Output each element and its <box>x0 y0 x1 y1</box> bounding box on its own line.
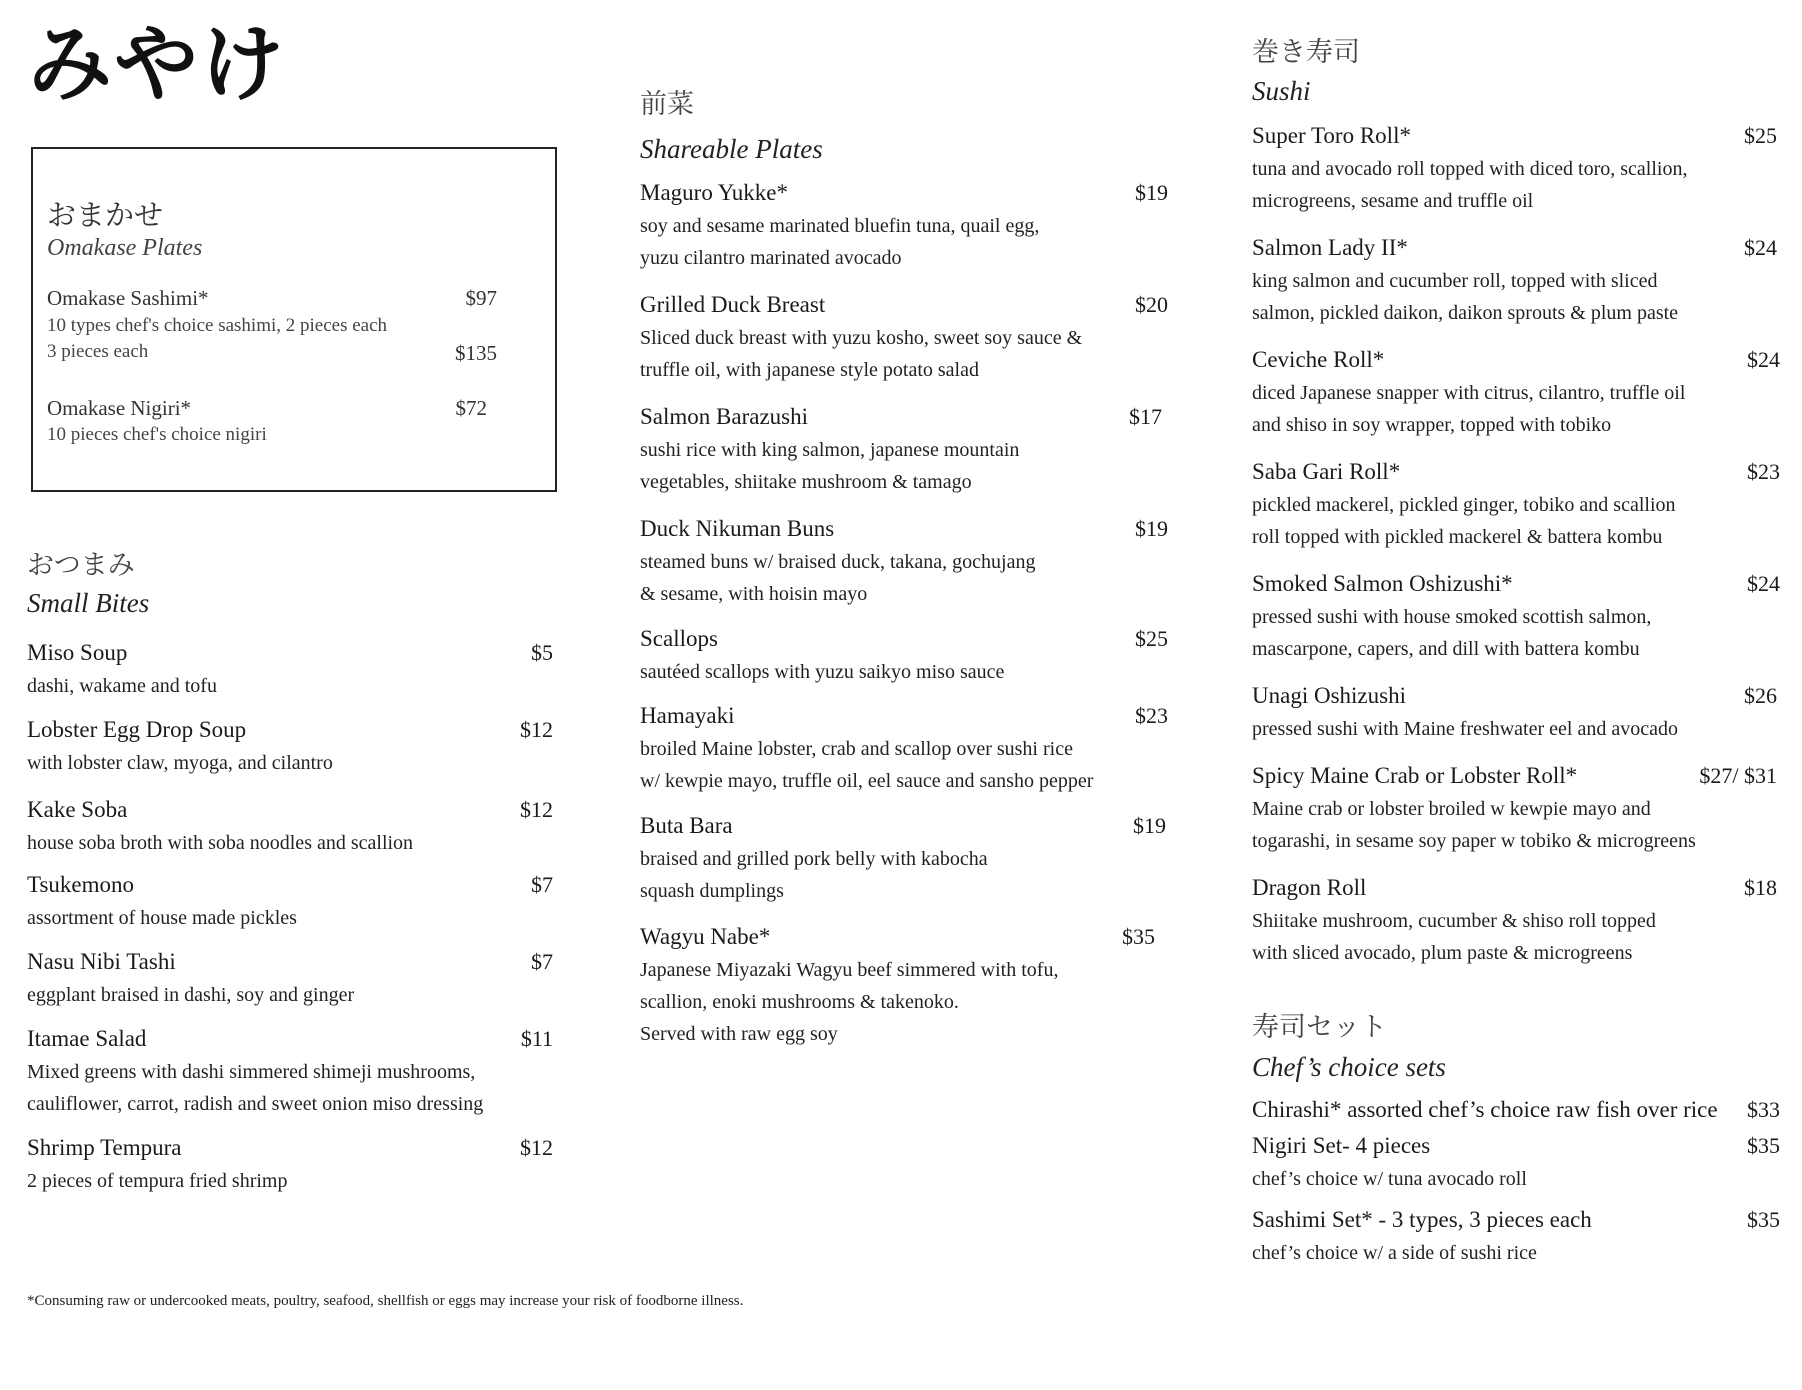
item-name: Nasu Nibi Tashi <box>27 949 176 974</box>
item-description: Sliced duck breast with yuzu kosho, sweet soy sauce & <box>640 327 1083 349</box>
item-description: 2 pieces of tempura fried shrimp <box>27 1170 288 1192</box>
section-title-en: Chef’s choice sets <box>1252 1052 1446 1082</box>
item-description: Shiitake mushroom, cucumber & shiso roll topped <box>1252 910 1656 932</box>
item-price: $35 <box>1122 924 1155 949</box>
item-description: w/ kewpie mayo, truffle oil, eel sauce and sansho pepper <box>640 770 1094 792</box>
item-name: Lobster Egg Drop Soup <box>27 717 247 742</box>
item-name: Buta Bara <box>640 813 733 838</box>
item-name: Shrimp Tempura <box>27 1135 182 1160</box>
item-description: braised and grilled pork belly with kabocha <box>640 848 988 870</box>
item-description: truffle oil, with japanese style potato salad <box>640 359 979 381</box>
item-price: $12 <box>520 717 553 742</box>
item-price: $18 <box>1744 875 1777 900</box>
item-description: 10 types chef's choice sashimi, 2 pieces each <box>47 315 388 336</box>
item-price: $33 <box>1747 1097 1780 1122</box>
section-title-jp: 前菜 <box>640 89 694 120</box>
item-name: Miso Soup <box>27 640 128 665</box>
item-price: $19 <box>1133 813 1166 838</box>
item-price: $24 <box>1744 235 1777 260</box>
item-name: Maguro Yukke* <box>640 180 788 205</box>
item-price: $7 <box>531 872 553 897</box>
item-name: Hamayaki <box>640 703 735 728</box>
item-name: Super Toro Roll* <box>1252 123 1411 148</box>
item-description: Mixed greens with dashi simmered shimeji mushrooms, <box>27 1061 476 1083</box>
item-price: $24 <box>1747 347 1780 372</box>
item-description: broiled Maine lobster, crab and scallop over sushi rice <box>640 738 1073 760</box>
item-description: eggplant braised in dashi, soy and ginger <box>27 984 355 1006</box>
item-description: scallion, enoki mushrooms & takenoko. <box>640 991 959 1013</box>
item-description: pressed sushi with Maine freshwater eel and avocado <box>1252 718 1678 740</box>
omakase-box <box>31 147 557 492</box>
item-description: and shiso in soy wrapper, topped with tobiko <box>1252 414 1612 436</box>
item-description: yuzu cilantro marinated avocado <box>640 247 902 269</box>
section-title-en: Shareable Plates <box>640 134 823 164</box>
item-price: $27/ $31 <box>1699 763 1777 788</box>
item-description: 3 pieces each <box>47 341 149 362</box>
item-name: Salmon Barazushi <box>640 404 808 429</box>
item-price: $97 <box>465 286 497 310</box>
item-price: $20 <box>1135 292 1168 317</box>
item-description: & sesame, with hoisin mayo <box>640 583 868 605</box>
item-name: Omakase Sashimi* <box>47 286 209 310</box>
item-price: $17 <box>1129 404 1162 429</box>
item-description: king salmon and cucumber roll, topped with sliced <box>1252 270 1658 292</box>
item-description: pressed sushi with house smoked scottish salmon, <box>1252 606 1652 628</box>
item-price: $11 <box>520 1026 553 1051</box>
restaurant-logo: みやけ <box>28 15 287 113</box>
item-description: chef’s choice w/ a side of sushi rice <box>1252 1242 1537 1264</box>
item-name: Salmon Lady II* <box>1252 235 1408 260</box>
item-price: $25 <box>1744 123 1777 148</box>
item-description: dashi, wakame and tofu <box>27 675 217 697</box>
item-price: $72 <box>455 396 487 420</box>
item-description: house soba broth with soba noodles and scallion <box>27 832 414 854</box>
section-title-en: Sushi <box>1252 76 1311 106</box>
item-description: cauliflower, carrot, radish and sweet onion miso dressing <box>27 1093 484 1115</box>
allergy-footnote: *Consuming raw or undercooked meats, poultry, seafood, shellfish or eggs may increase your risk of foodborne illness. <box>27 1293 744 1309</box>
item-description: with lobster claw, myoga, and cilantro <box>27 752 333 774</box>
item-price: $23 <box>1747 459 1780 484</box>
item-name: Kake Soba <box>27 797 128 822</box>
section-title-jp: おつまみ <box>27 550 135 581</box>
section-title-en: Small Bites <box>27 588 150 618</box>
item-name: Spicy Maine Crab or Lobster Roll* <box>1252 763 1578 788</box>
item-price: $135 <box>455 341 497 365</box>
item-description: mascarpone, capers, and dill with battera kombu <box>1252 638 1640 660</box>
item-description: sushi rice with king salmon, japanese mountain <box>640 439 1020 461</box>
item-price: $25 <box>1135 626 1168 651</box>
item-price: $7 <box>531 949 553 974</box>
item-name: Grilled Duck Breast <box>640 292 826 317</box>
item-description: Maine crab or lobster broiled w kewpie mayo and <box>1252 798 1651 820</box>
item-description: Served with raw egg soy <box>640 1023 838 1045</box>
item-price: $12 <box>520 797 553 822</box>
item-price: $23 <box>1135 703 1168 728</box>
item-description: microgreens, sesame and truffle oil <box>1252 190 1534 212</box>
item-name: Unagi Oshizushi <box>1252 683 1406 708</box>
item-name: Duck Nikuman Buns <box>640 516 835 541</box>
item-description: assortment of house made pickles <box>27 907 297 929</box>
item-description: diced Japanese snapper with citrus, cilantro, truffle oil <box>1252 382 1686 404</box>
item-description: chef’s choice w/ tuna avocado roll <box>1252 1168 1527 1190</box>
item-description: Japanese Miyazaki Wagyu beef simmered with tofu, <box>640 959 1059 981</box>
item-price: $35 <box>1747 1133 1780 1158</box>
item-name: Chirashi* assorted chef’s choice raw fish over rice <box>1252 1097 1718 1122</box>
item-description: tuna and avocado roll topped with diced toro, scallion, <box>1252 158 1688 180</box>
item-name: Sashimi Set* - 3 types, 3 pieces each <box>1252 1207 1592 1232</box>
item-description: salmon, pickled daikon, daikon sprouts & plum paste <box>1252 302 1679 324</box>
item-name: Smoked Salmon Oshizushi* <box>1252 571 1513 596</box>
omakase-title-en: Omakase Plates <box>47 235 203 261</box>
item-price: $35 <box>1747 1207 1780 1232</box>
omakase-title-jp: おまかせ <box>47 198 164 232</box>
item-description: 10 pieces chef's choice nigiri <box>47 424 267 445</box>
item-description: togarashi, in sesame soy paper w tobiko & microgreens <box>1252 830 1696 852</box>
item-description: soy and sesame marinated bluefin tuna, quail egg, <box>640 215 1040 237</box>
item-name: Itamae Salad <box>27 1026 147 1051</box>
item-price: $12 <box>520 1135 553 1160</box>
item-price: $19 <box>1135 516 1168 541</box>
item-price: $5 <box>531 640 553 665</box>
item-description: with sliced avocado, plum paste & microgreens <box>1252 942 1633 964</box>
item-name: Scallops <box>640 626 718 651</box>
item-description: sautéed scallops with yuzu saikyo miso sauce <box>640 661 1005 683</box>
item-name: Omakase Nigiri* <box>47 396 192 420</box>
item-name: Ceviche Roll* <box>1252 347 1385 372</box>
item-name: Nigiri Set- 4 pieces <box>1252 1133 1431 1158</box>
item-name: Saba Gari Roll* <box>1252 459 1401 484</box>
item-description: squash dumplings <box>640 880 784 902</box>
item-description: vegetables, shiitake mushroom & tamago <box>640 471 972 493</box>
section-title-jp: 寿司セット <box>1252 1012 1387 1043</box>
item-price: $19 <box>1135 180 1168 205</box>
item-price: $24 <box>1747 571 1780 596</box>
item-description: steamed buns w/ braised duck, takana, gochujang <box>640 551 1036 573</box>
item-price: $26 <box>1744 683 1777 708</box>
item-description: roll topped with pickled mackerel & battera kombu <box>1252 526 1663 548</box>
item-name: Wagyu Nabe* <box>640 924 771 949</box>
item-name: Dragon Roll <box>1252 875 1367 900</box>
item-name: Tsukemono <box>27 872 134 897</box>
section-title-jp: 巻き寿司 <box>1252 37 1360 68</box>
item-description: pickled mackerel, pickled ginger, tobiko and scallion <box>1252 494 1676 516</box>
